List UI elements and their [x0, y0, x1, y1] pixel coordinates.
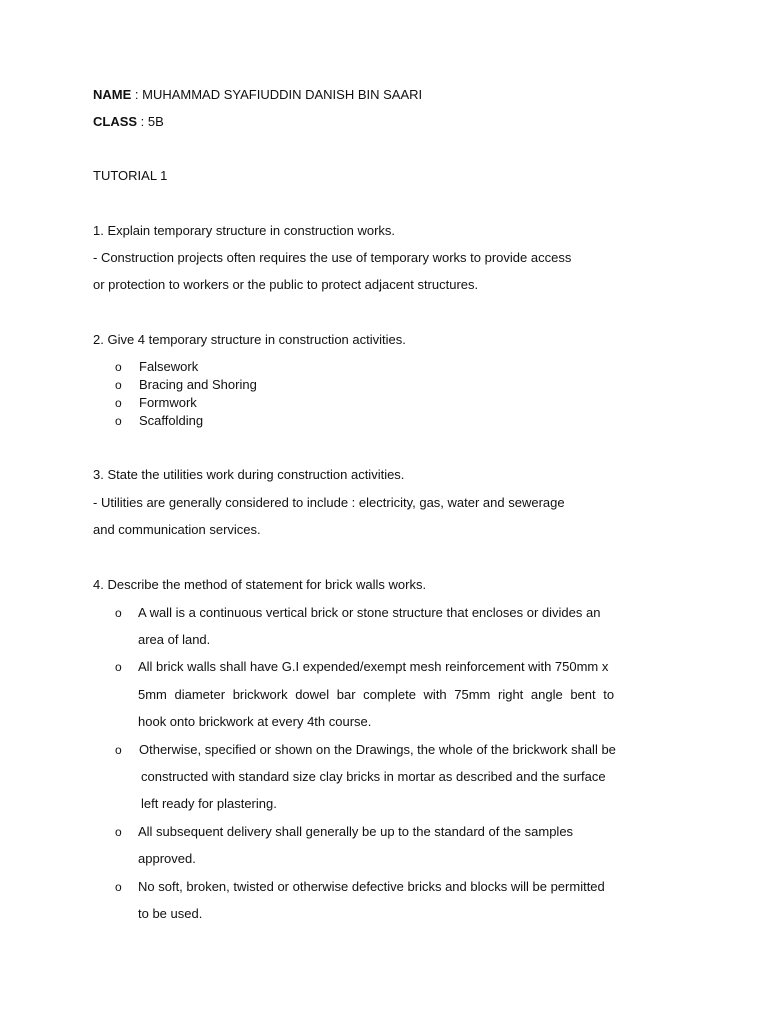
name-value: MUHAMMAD SYAFIUDDIN DANISH BIN SAARI — [142, 87, 423, 102]
name-line — [93, 87, 422, 103]
q1-question: 1. Explain temporary structure in construction works. — [93, 223, 396, 238]
list-item-line: 5mm diameter brickwork dowel bar complete with 75mm right angle bent to — [138, 687, 615, 702]
list-item: Falsework — [139, 359, 199, 374]
list-item-line: left ready for plastering. — [141, 796, 277, 811]
list-item-line: to be used. — [138, 906, 203, 921]
bullet-marker: o — [115, 880, 122, 894]
q4-question: 4. Describe the method of statement for brick walls works. — [93, 577, 427, 592]
list-item: Scaffolding — [139, 413, 204, 428]
bullet-marker: o — [115, 606, 122, 620]
tutorial-title: TUTORIAL 1 — [93, 168, 168, 183]
bullet-marker: o — [115, 743, 122, 757]
list-item-line: hook onto brickwork at every 4th course. — [138, 714, 372, 729]
list-item-line: Otherwise, specified or shown on the Drawings, the whole of the brickwork shall be — [139, 742, 616, 757]
list-item: Bracing and Shoring — [139, 377, 257, 392]
name-separator: : — [131, 87, 143, 102]
bullet-marker: o — [115, 360, 122, 374]
name-label: NAME — [93, 87, 132, 102]
q1-answer-line: or protection to workers or the public to protect adjacent structures. — [93, 277, 479, 292]
list-item-line: A wall is a continuous vertical brick or stone structure that encloses or divides an — [138, 605, 601, 620]
list-item-line: area of land. — [138, 632, 211, 647]
class-value: 5B — [147, 114, 164, 129]
q3-answer-line: and communication services. — [93, 522, 261, 537]
list-item-line: No soft, broken, twisted or otherwise defective bricks and blocks will be permitted — [138, 879, 605, 894]
list-item-line: All brick walls shall have G.I expended/exempt mesh reinforcement with 750mm x — [138, 659, 609, 674]
q3-answer-line: - Utilities are generally considered to include : electricity, gas, water and sewerage — [93, 495, 565, 510]
bullet-marker: o — [115, 660, 122, 674]
q3-question: 3. State the utilities work during construction activities. — [93, 467, 405, 482]
class-line — [93, 114, 164, 130]
bullet-marker: o — [115, 825, 122, 839]
bullet-marker: o — [115, 414, 122, 428]
list-item-line: approved. — [138, 851, 196, 866]
class-separator: : — [137, 114, 148, 129]
q2-question: 2. Give 4 temporary structure in construction activities. — [93, 332, 406, 347]
bullet-marker: o — [115, 378, 122, 392]
list-item: Formwork — [139, 395, 197, 410]
list-item-line: constructed with standard size clay bricks in mortar as described and the surface — [141, 769, 606, 784]
q1-answer-line: - Construction projects often requires the use of temporary works to provide access — [93, 250, 572, 265]
class-label: CLASS — [93, 114, 138, 129]
list-item-line: All subsequent delivery shall generally be up to the standard of the samples — [138, 824, 574, 839]
bullet-marker: o — [115, 396, 122, 410]
